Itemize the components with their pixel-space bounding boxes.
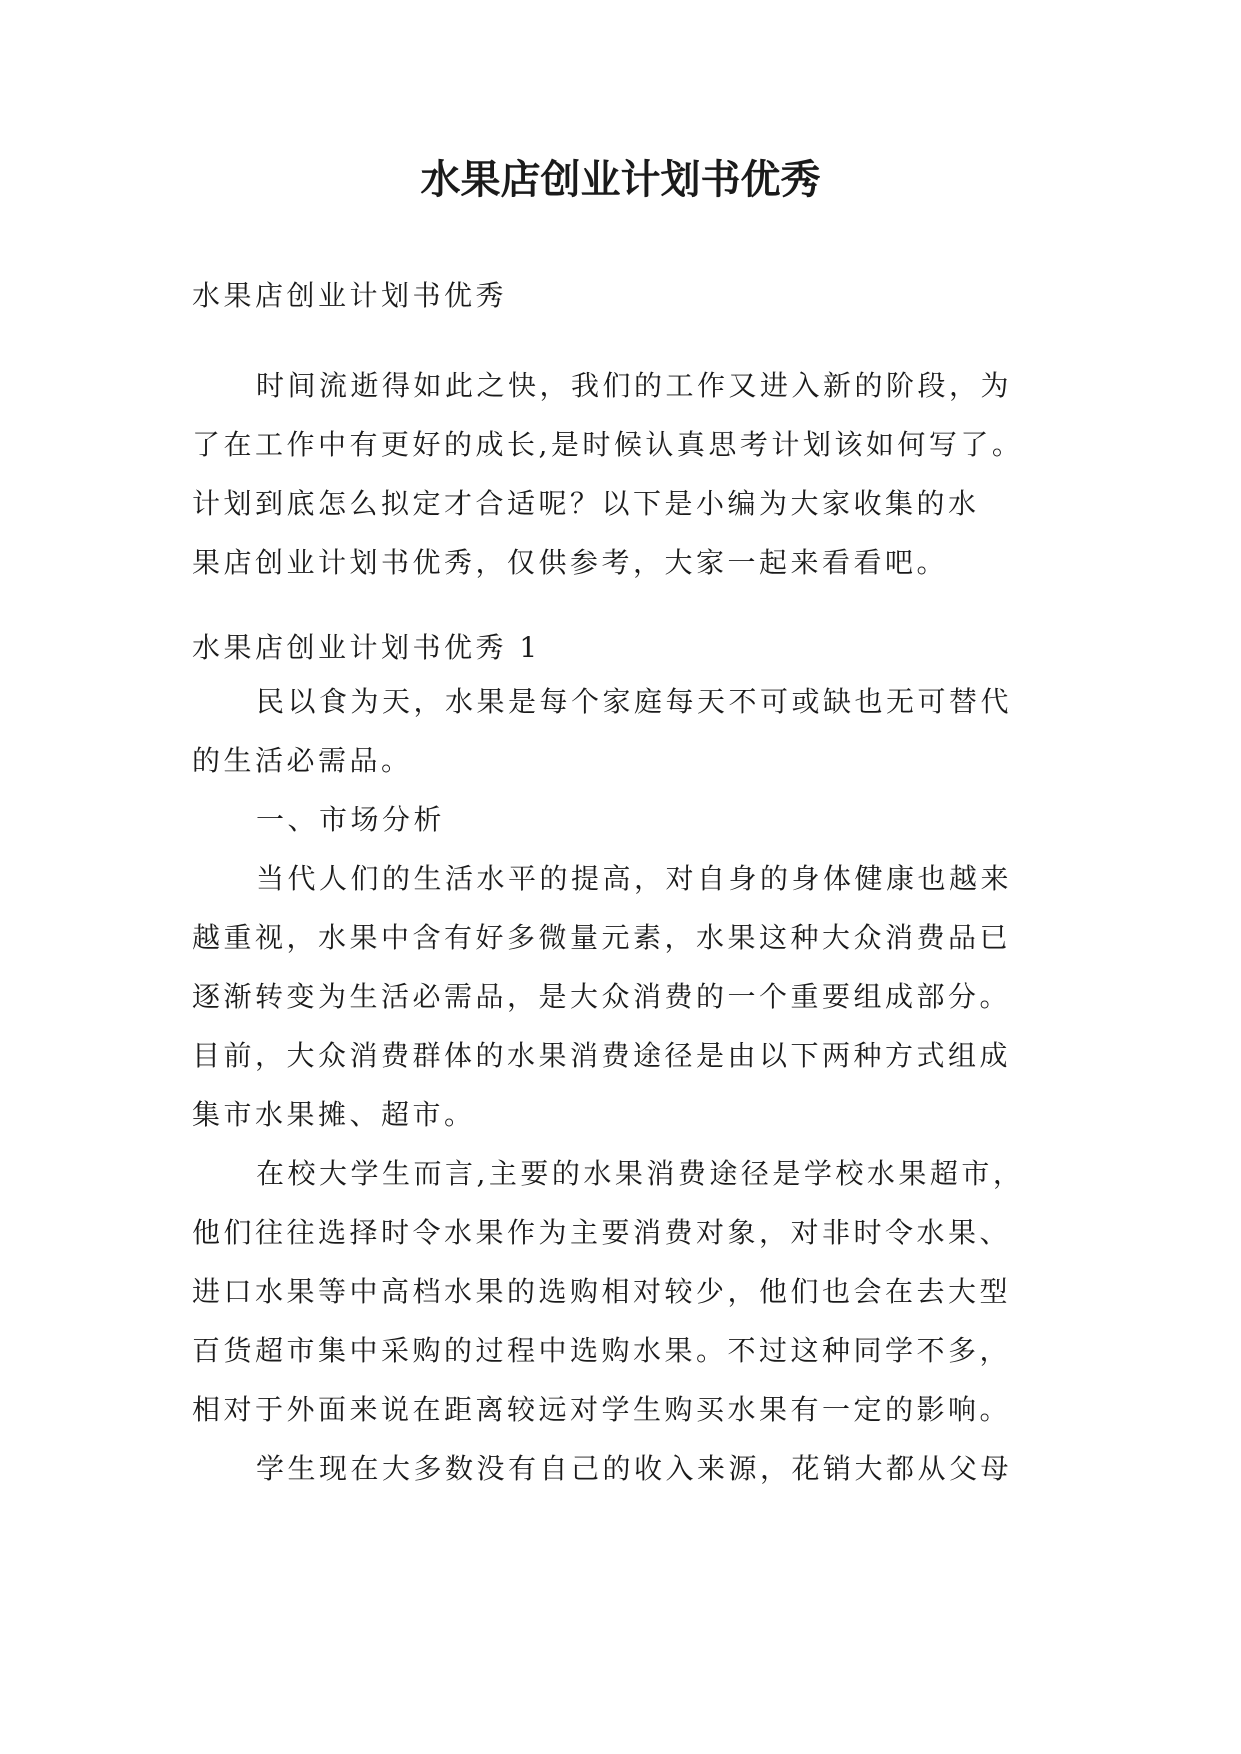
body-line: 在校大学生而言,主要的水果消费途径是学校水果超市， xyxy=(256,1157,1025,1190)
intro-line: 计划到底怎么拟定才合适呢？以下是小编为大家收集的水 xyxy=(192,487,980,520)
body-line: 目前，大众消费群体的水果消费途径是由以下两种方式组成 xyxy=(192,1039,1012,1072)
body-line: 学生现在大多数没有自己的收入来源，花销大都从父母 xyxy=(256,1452,1013,1485)
section-body xyxy=(192,672,1072,1498)
section-subheading: 一、市场分析 xyxy=(256,803,446,836)
intro-paragraph xyxy=(192,356,1072,592)
section-heading-line: 水果店创业计划书优秀 1 xyxy=(192,631,541,664)
body-line: 百货超市集中采购的过程中选购水果。不过这种同学不多， xyxy=(192,1334,1012,1367)
body-line: 民以食为天，水果是每个家庭每天不可或缺也无可替代 xyxy=(256,685,1013,718)
body-line: 相对于外面来说在距离较远对学生购买水果有一定的影响。 xyxy=(192,1393,1012,1426)
body-line: 逐渐转变为生活必需品，是大众消费的一个重要组成部分。 xyxy=(192,980,1012,1013)
body-line: 当代人们的生活水平的提高，对自身的身体健康也越来 xyxy=(256,862,1013,895)
section-heading xyxy=(192,618,1072,677)
intro-line: 了在工作中有更好的成长,是时候认真思考计划该如何写了。 xyxy=(192,428,1024,461)
body-line: 集市水果摊、超市。 xyxy=(192,1098,476,1131)
intro-line: 时间流逝得如此之快，我们的工作又进入新的阶段，为 xyxy=(256,369,1013,402)
subtitle-line: 水果店创业计划书优秀 xyxy=(192,279,508,312)
body-line: 他们往往选择时令水果作为主要消费对象，对非时令水果、 xyxy=(192,1216,1012,1249)
body-line: 进口水果等中高档水果的选购相对较少，他们也会在去大型 xyxy=(192,1275,1012,1308)
document-title: 水果店创业计划书优秀 xyxy=(420,157,821,203)
body-line: 越重视，水果中含有好多微量元素，水果这种大众消费品已 xyxy=(192,921,1012,954)
body-line: 的生活必需品。 xyxy=(192,744,413,777)
intro-line: 果店创业计划书优秀，仅供参考，大家一起来看看吧。 xyxy=(192,546,949,579)
document-subtitle xyxy=(192,266,1072,325)
